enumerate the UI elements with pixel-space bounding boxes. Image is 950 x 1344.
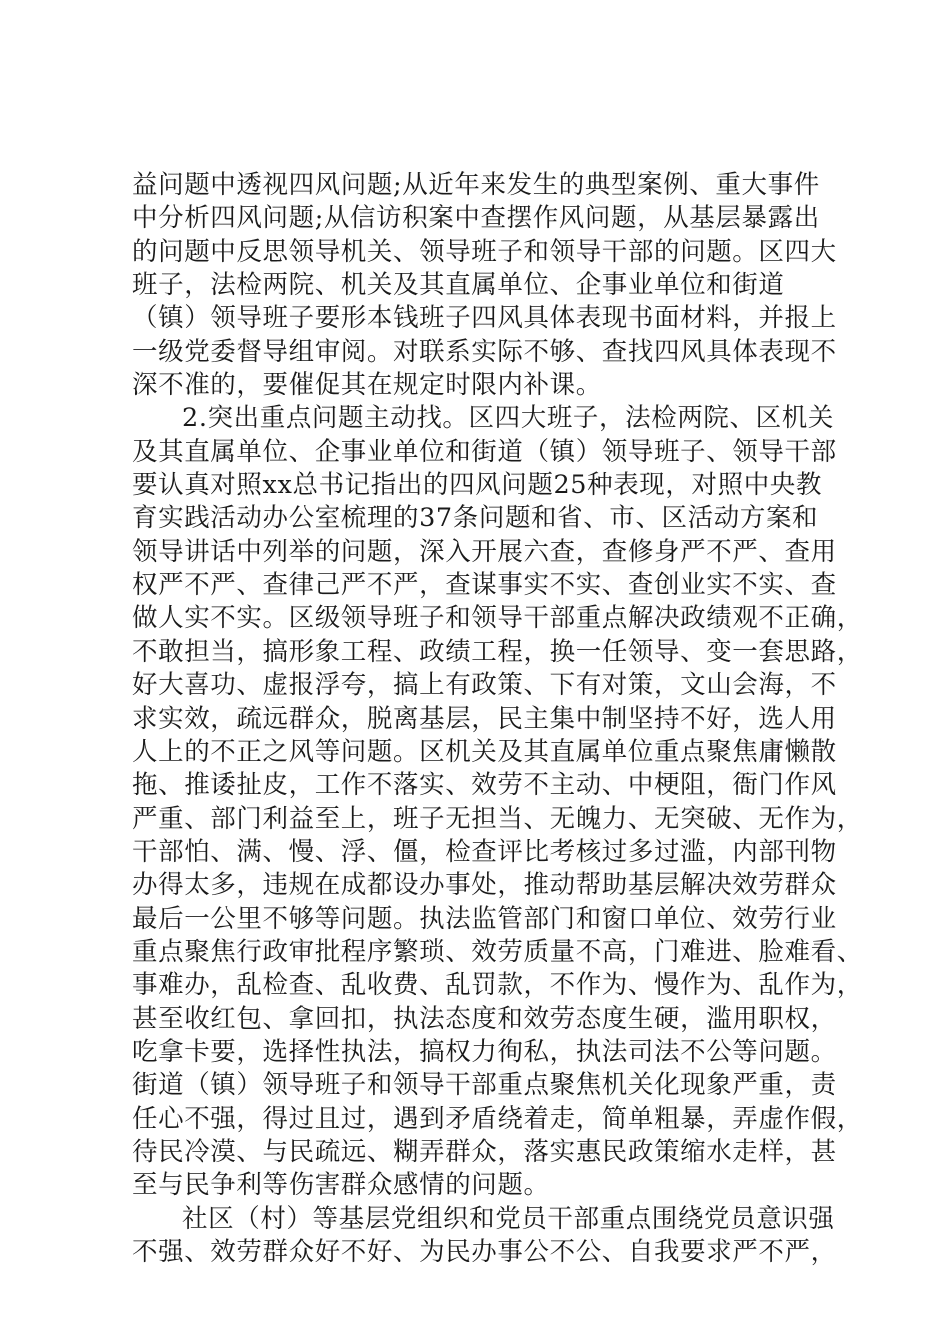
text-line: 求实效，疏远群众，脱离基层，民主集中制坚持不好，选人用 xyxy=(132,703,837,734)
text-line: 至与民争利等伤害群众感情的问题。 xyxy=(132,1170,550,1201)
text-line: 最后一公里不够等问题。执法监管部门和窗口单位、效劳行业 xyxy=(132,903,837,934)
text-line: 吃拿卡要，选择性执法，搞权力徇私，执法司法不公等问题。 xyxy=(132,1036,837,1067)
text-line: 深不准的，要催促其在规定时限内补课。 xyxy=(132,370,602,401)
text-line: 办得太多，违规在成都设办事处，推动帮助基层解决效劳群众 xyxy=(132,870,837,901)
text-line: 中分析四风问题;从信访积案中查摆作风问题，从基层暴露出 xyxy=(132,203,820,234)
text-line: 待民冷漠、与民疏远、糊弄群众，落实惠民政策缩水走样，甚 xyxy=(132,1136,837,1167)
text-line: 严重、部门利益至上，班子无担当、无魄力、无突破、无作为， xyxy=(132,803,863,834)
text-line: 班子，法检两院、机关及其直属单位、企事业单位和街道 xyxy=(132,270,785,301)
text-line: 拖、推诿扯皮，工作不落实、效劳不主动、中梗阻，衙门作风 xyxy=(132,770,837,801)
text-line: 甚至收红包、拿回扣，执法态度和效劳态度生硬，滥用职权， xyxy=(132,1003,837,1034)
text-line: 2.突出重点问题主动找。区四大班子，法检两院、区机关 xyxy=(182,403,834,434)
text-line: 重点聚焦行政审批程序繁琐、效劳质量不高，门难进、脸难看、 xyxy=(132,936,863,967)
text-line: 任心不强，得过且过，遇到矛盾绕着走，简单粗暴，弄虚作假， xyxy=(132,1103,863,1134)
text-line: （镇）领导班子要形本钱班子四风具体表现书面材料，并报上 xyxy=(132,303,837,334)
text-line: 益问题中透视四风问题;从近年来发生的典型案例、重大事件 xyxy=(132,170,820,200)
text-line: 及其直属单位、企事业单位和街道（镇）领导班子、领导干部 xyxy=(132,436,837,467)
text-line: 领导讲话中列举的问题，深入开展六查，查修身严不严、查用 xyxy=(132,536,837,567)
text-line: 事难办，乱检查、乱收费、乱罚款，不作为、慢作为、乱作为， xyxy=(132,970,863,1001)
body-text xyxy=(132,169,863,1269)
text-line: 干部怕、满、慢、浮、僵，检查评比考核过多过滥，内部刊物 xyxy=(132,836,837,867)
text-line: 做人实不实。区级领导班子和领导干部重点解决政绩观不正确， xyxy=(132,603,863,634)
text-line: 不敢担当，搞形象工程、政绩工程，换一任领导、变一套思路， xyxy=(132,636,863,667)
text-line: 育实践活动办公室梳理的37条问题和省、市、区活动方案和 xyxy=(132,503,819,534)
text-line: 社区（村）等基层党组织和党员干部重点围绕党员意识强 xyxy=(182,1203,835,1234)
text-line: 街道（镇）领导班子和领导干部重点聚焦机关化现象严重，责 xyxy=(132,1070,837,1101)
text-line: 不强、效劳群众好不好、为民办事公不公、自我要求严不严， xyxy=(132,1237,837,1267)
text-line: 权严不严、查律己严不严，查谋事实不实、查创业实不实、查 xyxy=(132,570,837,601)
text-line: 要认真对照xx总书记指出的四风问题25种表现，对照中央教 xyxy=(132,470,823,501)
text-line: 的问题中反思领导机关、领导班子和领导干部的问题。区四大 xyxy=(132,236,837,267)
text-line: 人上的不正之风等问题。区机关及其直属单位重点聚焦庸懒散 xyxy=(132,736,837,767)
text-line: 一级党委督导组审阅。对联系实际不够、查找四风具体表现不 xyxy=(132,336,837,367)
text-line: 好大喜功、虚报浮夸，搞上有政策、下有对策，文山会海，不 xyxy=(132,670,837,701)
